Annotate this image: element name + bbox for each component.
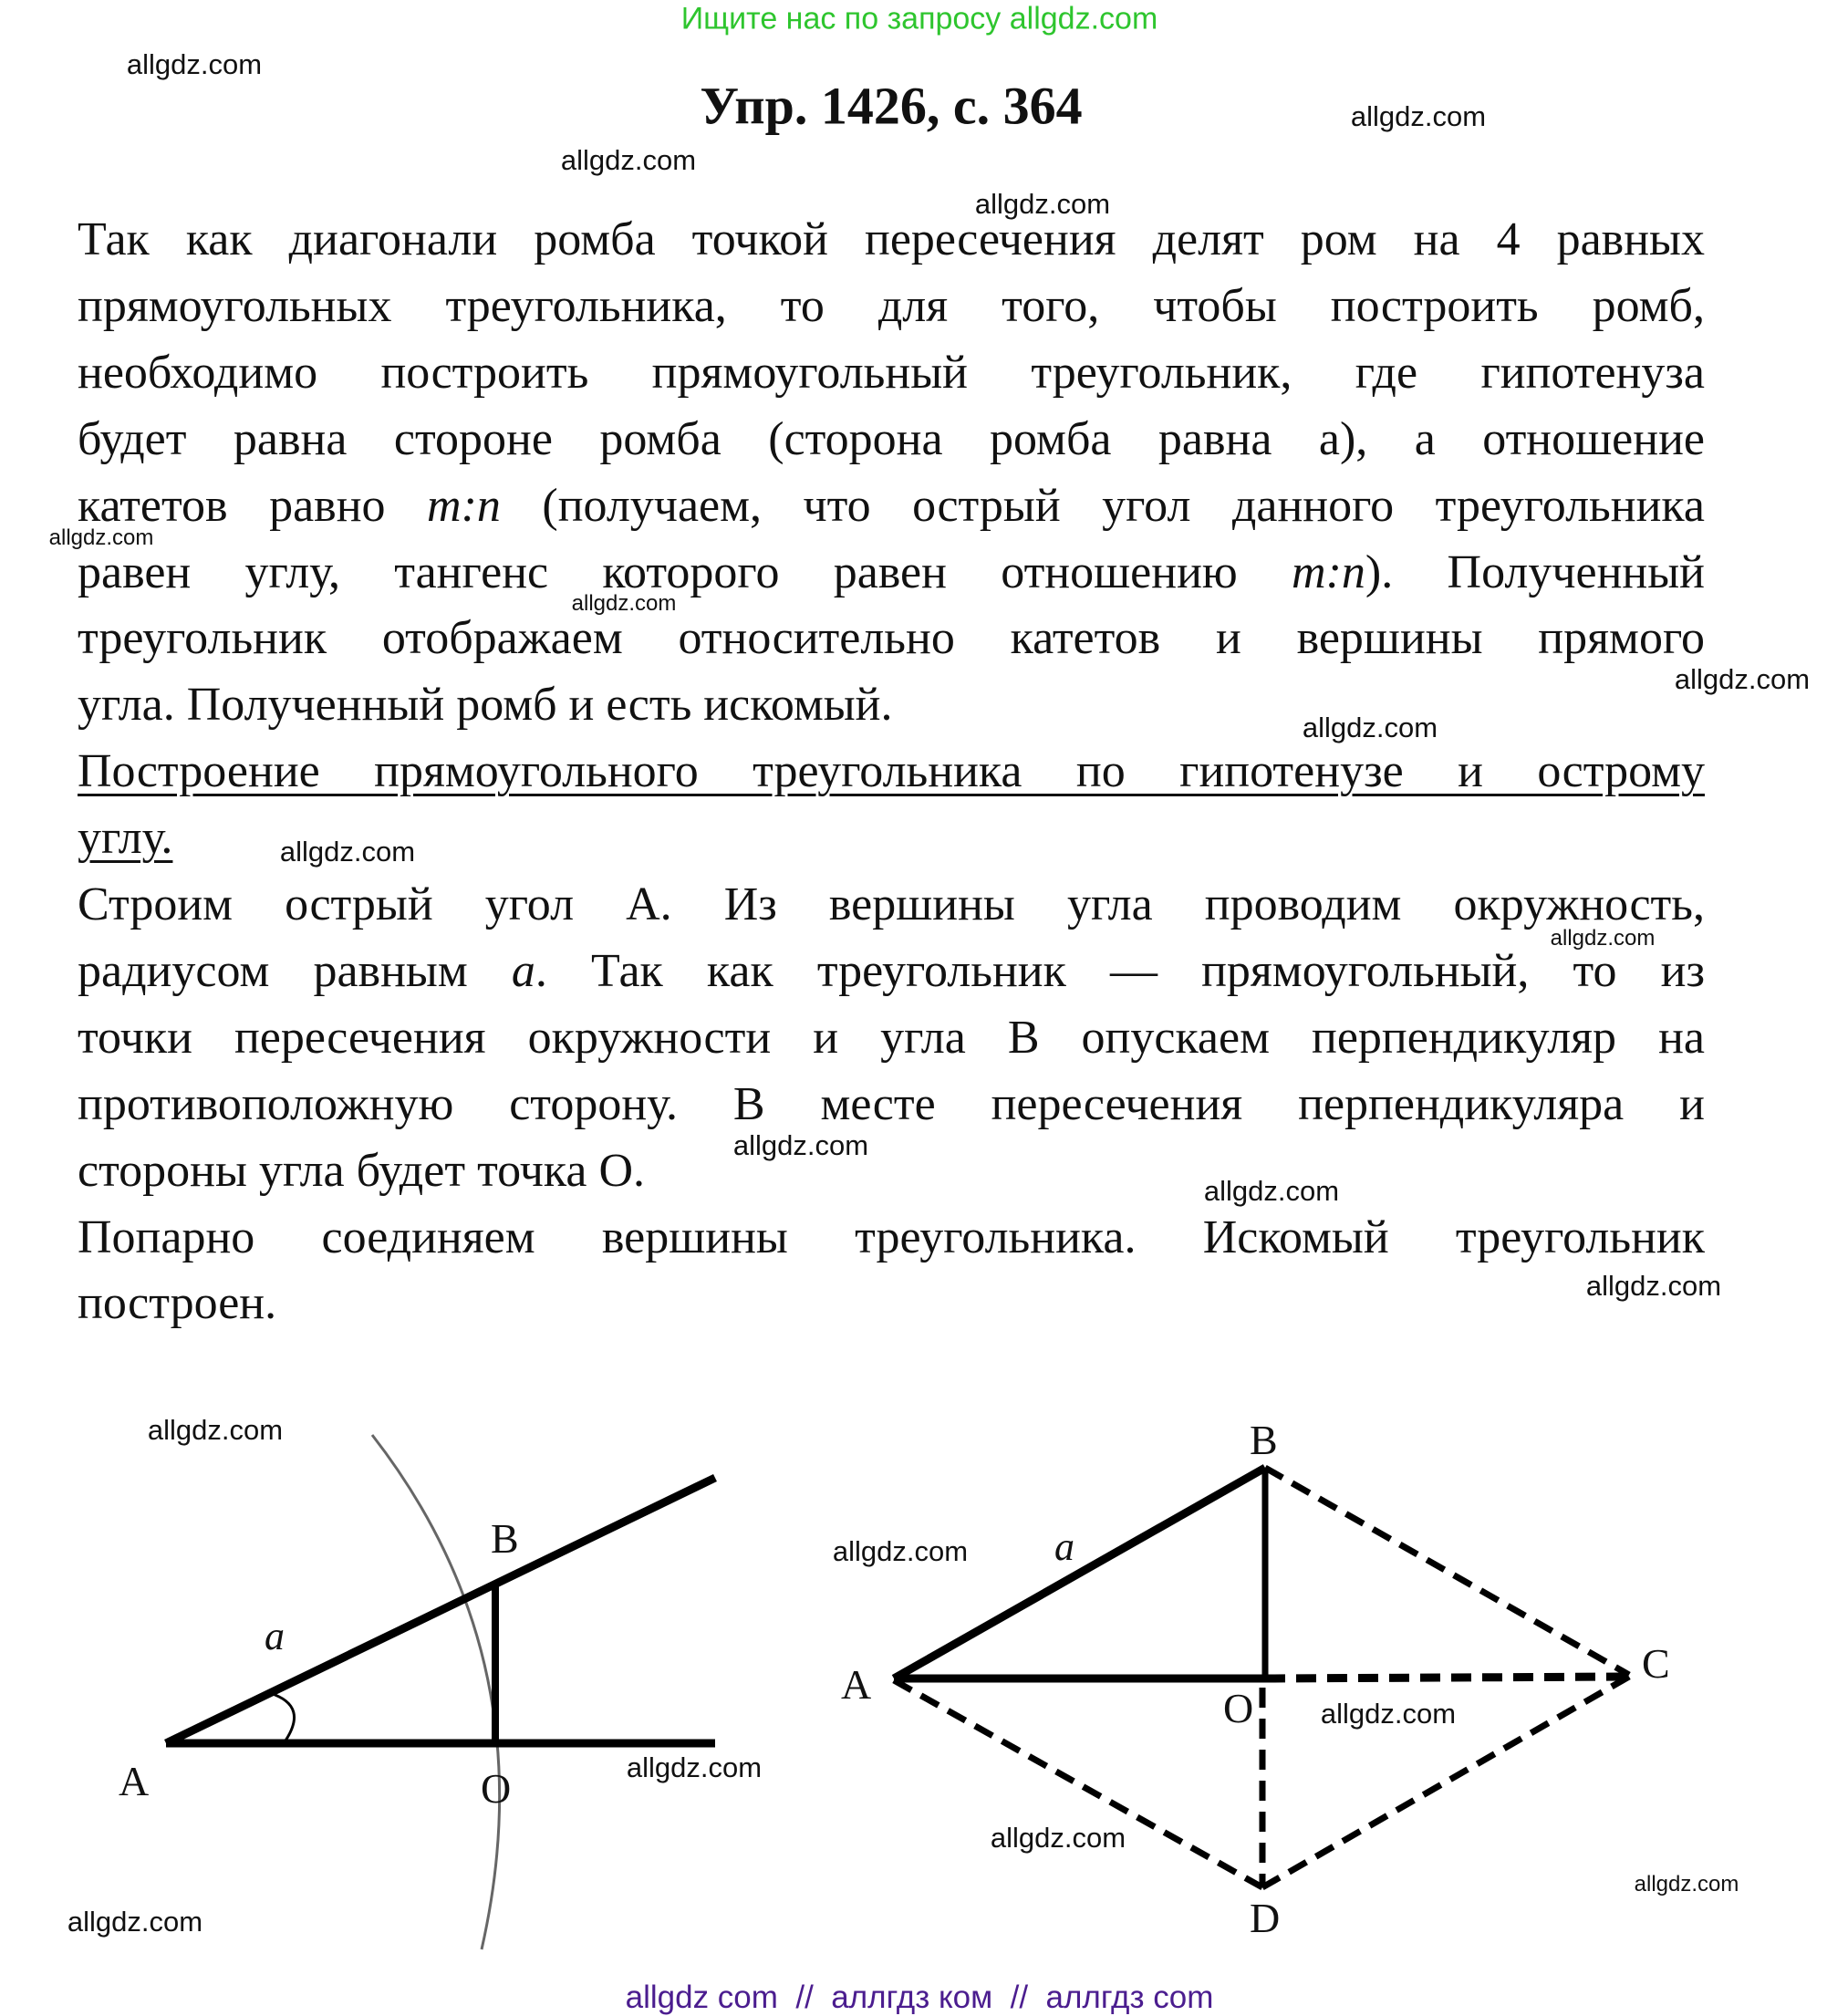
- label-b-vertex: B: [1250, 1417, 1278, 1463]
- italic-math-text: m:n: [1292, 546, 1365, 598]
- watermark: allgdz.com: [1320, 1698, 1457, 1730]
- text-segment: Построение прямоугольного треугольника по гипотенузе и острому: [78, 745, 1705, 798]
- label-d-vertex: D: [1250, 1895, 1281, 1941]
- watermark: allgdz.com: [832, 1535, 969, 1567]
- text-segment: Строим острый угол А. Из вершины угла проводим окружность,: [78, 878, 1705, 930]
- watermark: allgdz.com: [990, 1822, 1126, 1854]
- label-o-vertex: O: [1223, 1685, 1254, 1731]
- text-segment: угла. Полученный ромб и есть искомый.: [78, 679, 893, 732]
- watermark: allgdz.com: [1203, 1175, 1340, 1207]
- circle-arc: [372, 1435, 500, 1949]
- label-a-vertex: A: [119, 1758, 150, 1804]
- label-b-vertex: B: [491, 1515, 519, 1562]
- watermark: allgdz.com: [67, 1906, 203, 1938]
- text-segment: прямоугольных треугольника, то для того, чтобы построить ромб,: [78, 279, 1705, 332]
- label-o-vertex: O: [481, 1765, 512, 1812]
- watermark: allgdz.com: [1302, 712, 1438, 743]
- bottom-site-banner: allgdz com // аллгдз ком // аллгдз com: [625, 1980, 1214, 2015]
- angle-mark: [270, 1693, 295, 1743]
- text-segment: (получаем, что острый угол данного треугольника: [500, 479, 1705, 532]
- text-segment: будет равна стороне ромба (сторона ромба равна а), а отношение: [78, 412, 1705, 465]
- watermark: allgdz.com: [126, 48, 263, 80]
- text-segment: противоположную сторону. В месте пересечения перпендикуляра и: [78, 1077, 1705, 1130]
- watermark: allgdz.com: [279, 836, 416, 868]
- watermark: allgdz.com: [560, 144, 697, 176]
- label-a-vertex: A: [841, 1661, 872, 1708]
- watermark: allgdz.com: [1634, 1872, 1739, 1896]
- watermark: allgdz.com: [1550, 926, 1656, 951]
- italic-math-text: m:n: [427, 479, 501, 532]
- side-bc-dashed: [1265, 1468, 1629, 1675]
- text-segment: Так как диагонали ромба точкой пересечения делят ром на 4 равных: [78, 213, 1705, 265]
- text-segment: точки пересечения окружности и угла В опускаем перпендикуляр на: [78, 1011, 1705, 1064]
- figure-rhombus: [841, 1417, 1670, 1941]
- page-title: Упр. 1426, с. 364: [700, 76, 1083, 136]
- text-segment: Попарно соединяем вершины треугольника. Искомый треугольник: [78, 1211, 1705, 1263]
- text-segment: равен углу, тангенс которого равен отношению: [78, 546, 1292, 598]
- watermark: allgdz.com: [1674, 663, 1811, 695]
- side-ab-ray: [166, 1478, 715, 1743]
- text-segment: необходимо построить прямоугольный треугольник, где гипотенуза: [78, 346, 1705, 399]
- label-side-a: a: [1054, 1524, 1074, 1569]
- label-c-vertex: C: [1642, 1640, 1670, 1687]
- watermark: allgdz.com: [48, 525, 154, 550]
- text-segment: ). Полученный: [1365, 546, 1705, 598]
- side-ab: [894, 1468, 1265, 1678]
- watermark: allgdz.com: [1585, 1270, 1722, 1302]
- text-segment: построен.: [78, 1277, 277, 1330]
- italic-math-text: a: [511, 944, 535, 997]
- text-segment: катетов равно: [78, 479, 428, 532]
- watermark: allgdz.com: [626, 1751, 763, 1783]
- watermark: allgdz.com: [974, 188, 1111, 220]
- watermark: allgdz.com: [571, 591, 677, 616]
- segment-oc-dashed: [1265, 1677, 1629, 1678]
- text-segment: . Так как треугольник — прямоугольный, то из: [535, 944, 1705, 997]
- watermark: allgdz.com: [147, 1414, 284, 1446]
- text-segment: углу.: [78, 812, 173, 865]
- side-ad-dashed: [894, 1680, 1262, 1887]
- watermark: allgdz.com: [732, 1129, 869, 1161]
- watermark: allgdz.com: [1350, 100, 1487, 132]
- text-segment: треугольник отображаем относительно катетов и вершины прямого: [78, 612, 1705, 665]
- text-segment: стороны угла будет точка О.: [78, 1144, 646, 1197]
- figure-angle-construction: [119, 1435, 715, 1949]
- text-segment: радиусом равным: [78, 944, 512, 997]
- label-side-a: a: [265, 1614, 285, 1658]
- top-search-banner: Ищите нас по запросу allgdz.com: [680, 1, 1158, 36]
